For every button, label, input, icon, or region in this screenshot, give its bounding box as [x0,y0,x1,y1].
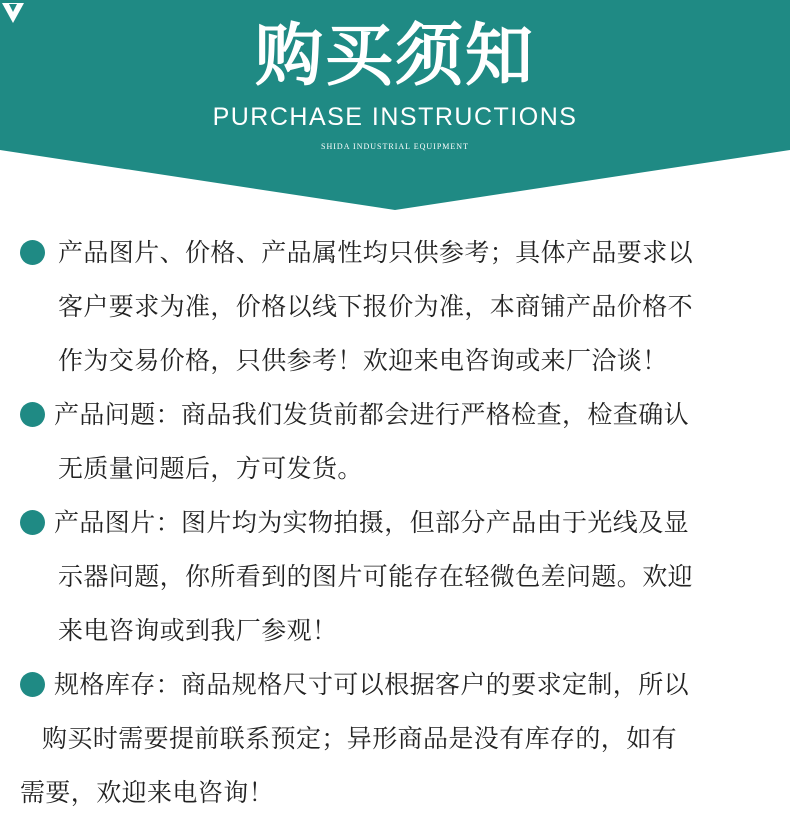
header-banner [0,0,790,215]
item-line: 客户要求为准，价格以线下报价为准，本商铺产品价格不 [58,292,694,321]
item-line: 产品问题：商品我们发货前都会进行严格检查，检查确认 [54,400,690,429]
item-line: 示器问题，你所看到的图片可能存在轻微色差问题。欢迎 [58,562,694,591]
bullet-icon [20,402,45,427]
item-line: 规格库存：商品规格尺寸可以根据客户的要求定制，所以 [54,670,690,699]
instructions-list [0,226,790,820]
item-line: 无质量问题后，方可发货。 [58,454,363,483]
item-line: 来电咨询或到我厂参观！ [58,616,338,645]
item-line: 需要，欢迎来电咨询！ [20,778,275,807]
item-line: 产品图片：图片均为实物拍摄，但部分产品由于光线及显 [54,508,690,537]
bullet-icon [20,672,45,697]
bullet-icon [20,240,45,265]
bullet-icon [20,510,45,535]
page-title-english: PURCHASE INSTRUCTIONS [212,103,578,131]
item-line: 作为交易价格，只供参考！欢迎来电咨询或来厂洽谈！ [58,346,668,375]
company-subtitle: SHIDA INDUSTRIAL EQUIPMENT [321,142,469,151]
list-item [0,388,790,496]
list-item [0,496,790,658]
down-arrow-icon [0,0,26,26]
list-item [0,658,790,820]
page-title: 购买须知 [254,17,535,96]
item-line: 购买时需要提前联系预定；异形商品是没有库存的，如有 [42,724,678,753]
list-item [0,226,790,388]
item-line: 产品图片、价格、产品属性均只供参考；具体产品要求以 [58,238,694,267]
